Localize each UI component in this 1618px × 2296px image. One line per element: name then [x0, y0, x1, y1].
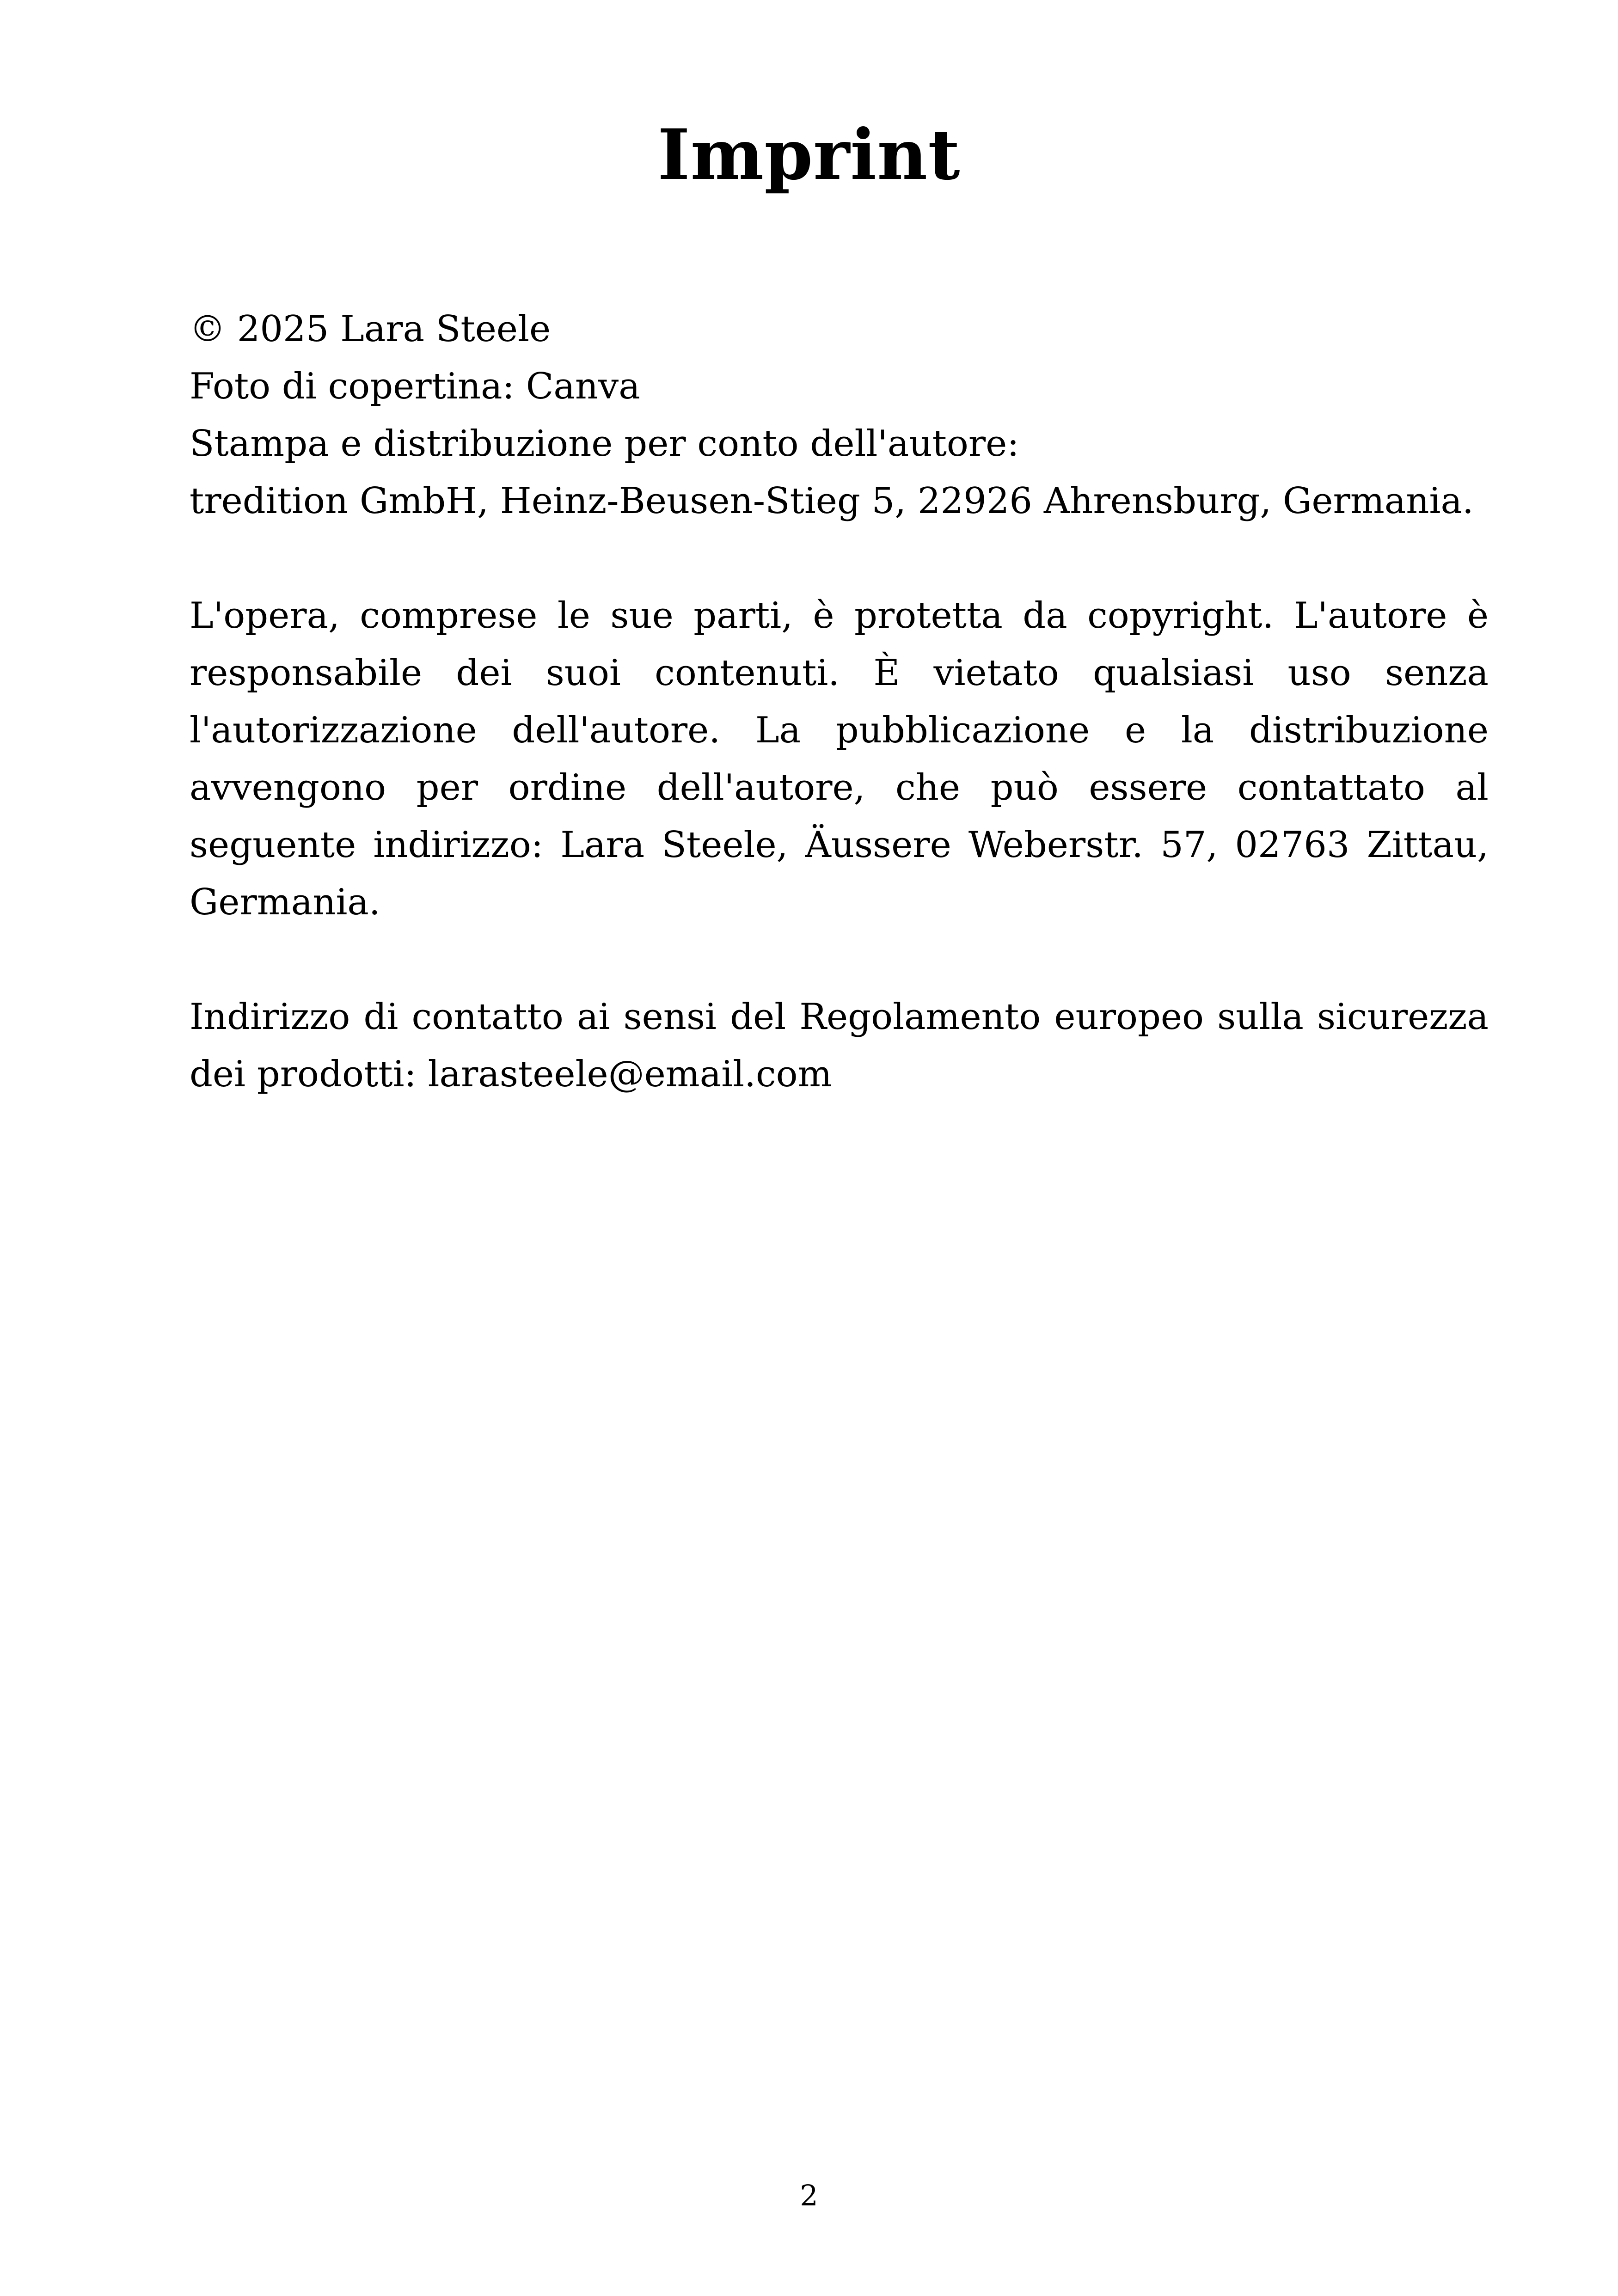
publisher-address: tredition GmbH, Heinz-Beusen-Stieg 5, 22926 Ahrensburg, Germania. — [190, 480, 1474, 522]
copyright-line: © 2025 Lara Steele — [190, 308, 551, 350]
cover-photo-credit: Foto di copertina: Canva — [190, 366, 640, 407]
product-safety-contact-paragraph: Indirizzo di contatto ai sensi del Regolamento europeo sulla sicurezza dei prodotti: larasteele@email.com — [190, 996, 1489, 1095]
printing-distribution-label: Stampa e distribuzione per conto dell'autore: — [190, 423, 1019, 465]
page-title: Imprint — [657, 114, 961, 196]
page-number: 2 — [800, 2179, 818, 2212]
imprint-content — [190, 300, 1489, 1160]
copyright-notice-paragraph: L'opera, comprese le sue parti, è protetta da copyright. L'autore è responsabile dei suoi contenuti. È vietato qualsiasi uso senza l'autorizzazione dell'autore. La pubblicazione e la distribuzione avvengono per ordine dell'autore, che può essere contattato al seguente indirizzo: Lara Steele, Äussere Weberstr. 57, 02763 Zittau, Germania. — [190, 595, 1489, 923]
imprint-details — [190, 300, 1489, 530]
